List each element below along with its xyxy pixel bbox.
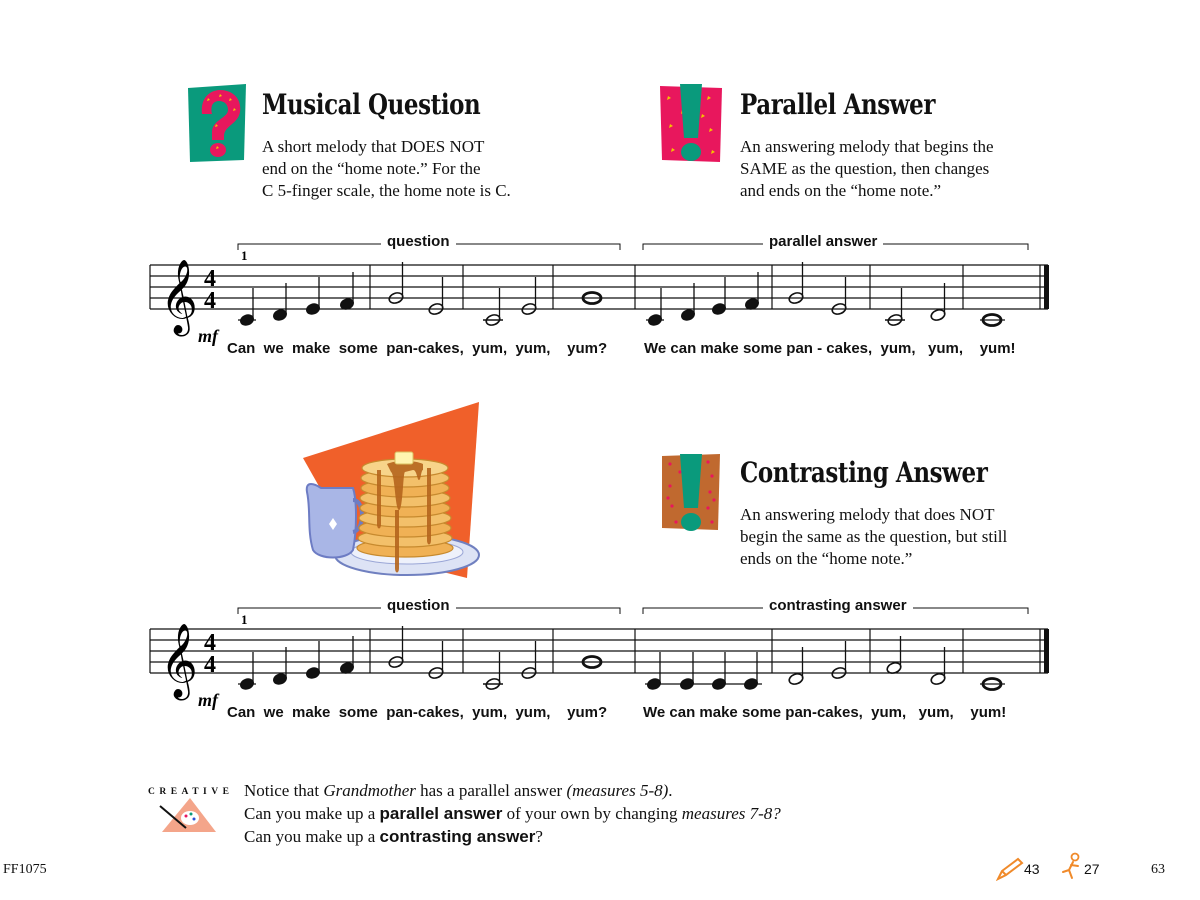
page-ref-1: 43 bbox=[1024, 861, 1040, 877]
text: . bbox=[668, 781, 673, 800]
text: has a parallel answer bbox=[415, 781, 567, 800]
contrasting-badge-icon bbox=[660, 452, 722, 532]
running-figure-icon bbox=[1058, 852, 1084, 880]
parallel-description bbox=[740, 136, 994, 202]
contrasting-description bbox=[740, 504, 1007, 570]
page-number: 63 bbox=[1151, 862, 1165, 877]
contrasting-description-line: An answering melody that does NOT bbox=[740, 505, 995, 524]
parallel-badge-icon bbox=[658, 84, 724, 164]
page-ref-2: 27 bbox=[1084, 861, 1100, 877]
creative-line-2 bbox=[244, 802, 781, 825]
song-title: Grandmother bbox=[323, 781, 416, 800]
creative-line-3 bbox=[244, 825, 781, 848]
dynamic-marking: mf bbox=[198, 326, 218, 346]
book-code: FF1075 bbox=[3, 862, 47, 877]
measure-number: 1 bbox=[241, 612, 248, 627]
parallel-description-line: An answering melody that begins the bbox=[740, 137, 994, 156]
creative-instructions bbox=[244, 779, 781, 848]
pancakes-illustration bbox=[295, 400, 495, 585]
treble-clef-icon: 𝄞 bbox=[160, 625, 198, 696]
measures-reference: (measures 5-8) bbox=[566, 781, 669, 800]
question-description-line: A short melody that DOES NOT bbox=[262, 137, 485, 156]
lyrics-parallel-answer: We can make some pan - cakes, yum, yum, yum! bbox=[644, 340, 1016, 357]
emphasis: contrasting answer bbox=[379, 827, 536, 846]
question-title: Musical Question bbox=[262, 88, 481, 121]
question-label: question bbox=[381, 233, 456, 250]
question-label: question bbox=[381, 597, 456, 614]
contrasting-description-line: begin the same as the question, but still bbox=[740, 527, 1008, 546]
treble-clef-icon: 𝄞 bbox=[160, 261, 198, 332]
lyrics-question: Can we make some pan-cakes, yum, yum, yum? bbox=[227, 340, 608, 357]
contrasting-answer-label: contrasting answer bbox=[763, 597, 913, 614]
creative-badge-icon bbox=[146, 784, 238, 832]
text: ? bbox=[535, 827, 543, 846]
staff-2 bbox=[0, 594, 1200, 724]
measure-number: 1 bbox=[241, 248, 248, 263]
time-signature-top: 4 bbox=[204, 630, 216, 656]
dynamic-marking: mf bbox=[198, 690, 218, 710]
pencil-icon bbox=[996, 857, 1024, 881]
time-signature-top: 4 bbox=[204, 266, 216, 292]
question-description bbox=[262, 136, 511, 202]
text: Notice that bbox=[244, 781, 324, 800]
parallel-title: Parallel Answer bbox=[740, 88, 936, 121]
creative-line-1 bbox=[244, 779, 781, 802]
parallel-description-line: SAME as the question, then changes bbox=[740, 159, 990, 178]
parallel-description-line: and ends on the “home note.” bbox=[740, 181, 942, 200]
measures-reference: measures 7-8? bbox=[681, 804, 781, 823]
text: of your own by changing bbox=[502, 804, 682, 823]
creative-badge-label: CREATIVE bbox=[148, 787, 234, 797]
time-signature-bottom: 4 bbox=[204, 288, 216, 314]
text: Can you make up a bbox=[244, 804, 380, 823]
emphasis: parallel answer bbox=[379, 804, 503, 823]
parallel-answer-label: parallel answer bbox=[763, 233, 883, 250]
question-badge-icon bbox=[186, 84, 248, 162]
staff-1 bbox=[0, 230, 1200, 360]
text: Can you make up a bbox=[244, 827, 380, 846]
contrasting-title: Contrasting Answer bbox=[740, 456, 988, 489]
contrasting-description-line: ends on the “home note.” bbox=[740, 549, 913, 568]
lyrics-question: Can we make some pan-cakes, yum, yum, yum? bbox=[227, 704, 608, 721]
question-description-line: C 5-finger scale, the home note is C. bbox=[262, 181, 511, 200]
lyrics-contrasting-answer: We can make some pan-cakes, yum, yum, yum! bbox=[643, 704, 1007, 721]
question-description-line: end on the “home note.” For the bbox=[262, 159, 481, 178]
time-signature-bottom: 4 bbox=[204, 652, 216, 678]
